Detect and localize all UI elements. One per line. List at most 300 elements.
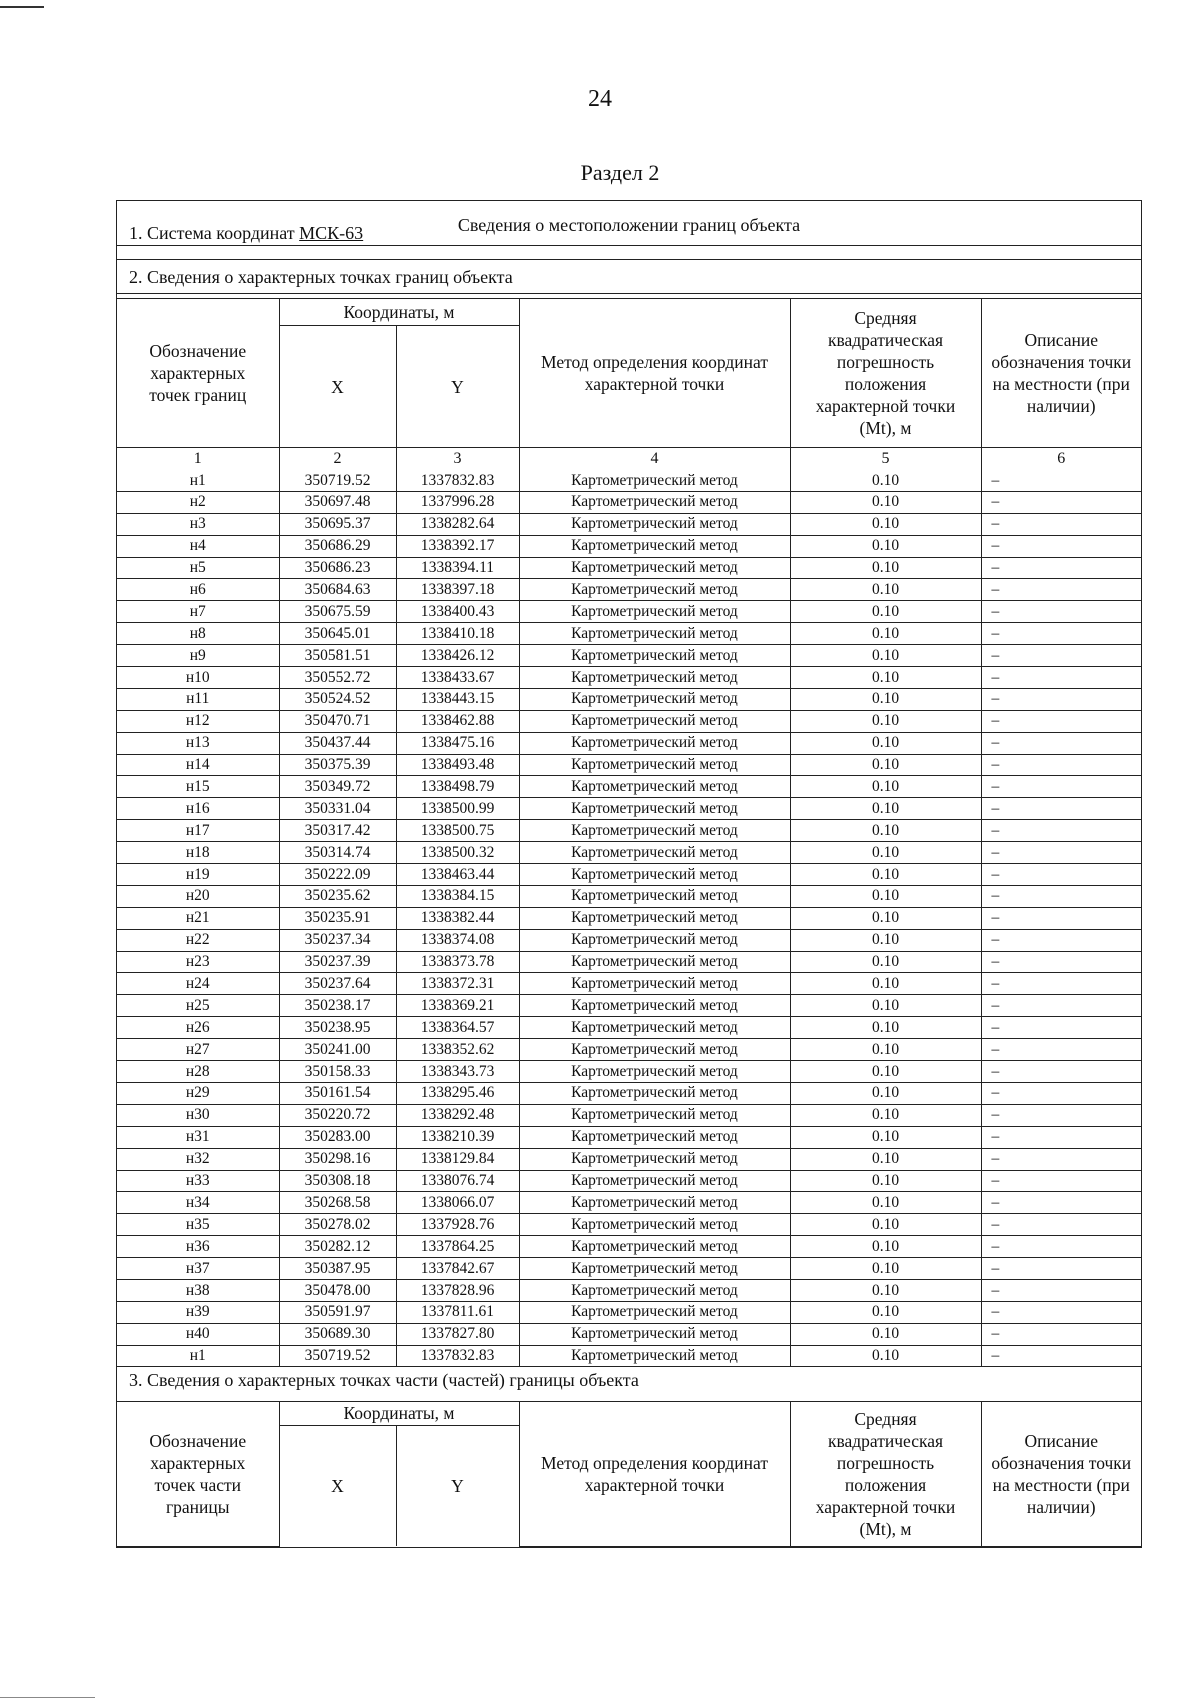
- point-description: –: [981, 667, 1141, 689]
- point-method: Картометрический метод: [519, 842, 790, 864]
- point-error: 0.10: [790, 798, 981, 820]
- scan-edge-mark: [0, 6, 44, 8]
- point-error: 0.10: [790, 732, 981, 754]
- table-row: [117, 1039, 1141, 1061]
- table-row: [117, 1192, 1141, 1214]
- point-y: 1338463.44: [396, 864, 519, 886]
- point-description: –: [981, 1148, 1141, 1170]
- point-description: –: [981, 513, 1141, 535]
- point-x: 350552.72: [279, 667, 396, 689]
- point-error: 0.10: [790, 885, 981, 907]
- point-x: 350686.29: [279, 535, 396, 557]
- point-method: Картометрический метод: [519, 667, 790, 689]
- table-row: [117, 1258, 1141, 1280]
- point-id: н37: [117, 1258, 279, 1280]
- point-x: 350268.58: [279, 1192, 396, 1214]
- point-x: 350238.95: [279, 1017, 396, 1039]
- point-x: 350719.52: [279, 1345, 396, 1366]
- part-col-y-header: Y: [396, 1425, 519, 1546]
- point-id: н27: [117, 1039, 279, 1061]
- point-method: Картометрический метод: [519, 601, 790, 623]
- point-description: –: [981, 1192, 1141, 1214]
- point-x: 350478.00: [279, 1279, 396, 1301]
- point-id: н31: [117, 1126, 279, 1148]
- col-number: 4: [519, 448, 790, 471]
- point-method: Картометрический метод: [519, 1214, 790, 1236]
- point-method: Картометрический метод: [519, 623, 790, 645]
- point-id: н14: [117, 754, 279, 776]
- point-id: н22: [117, 929, 279, 951]
- table-row: [117, 1170, 1141, 1192]
- point-description: –: [981, 491, 1141, 513]
- point-x: 350282.12: [279, 1236, 396, 1258]
- point-id: н26: [117, 1017, 279, 1039]
- point-y: 1338500.75: [396, 820, 519, 842]
- point-method: Картометрический метод: [519, 1258, 790, 1280]
- point-method: Картометрический метод: [519, 732, 790, 754]
- point-id: н24: [117, 973, 279, 995]
- point-x: 350237.34: [279, 929, 396, 951]
- point-method: Картометрический метод: [519, 1279, 790, 1301]
- point-id: н28: [117, 1061, 279, 1083]
- point-y: 1337928.76: [396, 1214, 519, 1236]
- table-row: [117, 907, 1141, 929]
- point-error: 0.10: [790, 973, 981, 995]
- point-error: 0.10: [790, 601, 981, 623]
- point-id: н34: [117, 1192, 279, 1214]
- point-method: Картометрический метод: [519, 1039, 790, 1061]
- col-coordinates-header: Координаты, м: [279, 299, 519, 326]
- point-x: 350317.42: [279, 820, 396, 842]
- point-description: –: [981, 776, 1141, 798]
- point-y: 1337832.83: [396, 1345, 519, 1366]
- point-y: 1338498.79: [396, 776, 519, 798]
- point-y: 1338433.67: [396, 667, 519, 689]
- point-y: 1338384.15: [396, 885, 519, 907]
- point-id: н23: [117, 951, 279, 973]
- point-method: Картометрический метод: [519, 951, 790, 973]
- point-description: –: [981, 973, 1141, 995]
- point-x: 350684.63: [279, 579, 396, 601]
- point-y: 1338500.99: [396, 798, 519, 820]
- table-row: [117, 1301, 1141, 1323]
- point-id: н9: [117, 645, 279, 667]
- table-row: [117, 513, 1141, 535]
- point-x: 350686.23: [279, 557, 396, 579]
- point-y: 1338426.12: [396, 645, 519, 667]
- point-description: –: [981, 1258, 1141, 1280]
- point-method: Картометрический метод: [519, 885, 790, 907]
- point-id: н16: [117, 798, 279, 820]
- point-description: –: [981, 1214, 1141, 1236]
- col-method-header: Метод определения координат характерной точки: [519, 299, 790, 448]
- point-x: 350235.62: [279, 885, 396, 907]
- part-col-error-header: Средняя квадратическая погрешность положения характерной точки (Mt), м: [790, 1402, 981, 1547]
- point-error: 0.10: [790, 1170, 981, 1192]
- point-y: 1337827.80: [396, 1323, 519, 1345]
- point-y: 1337828.96: [396, 1279, 519, 1301]
- table-row: [117, 1345, 1141, 1366]
- table-row: [117, 1082, 1141, 1104]
- point-x: 350283.00: [279, 1126, 396, 1148]
- point-description: –: [981, 1104, 1141, 1126]
- point-error: 0.10: [790, 1082, 981, 1104]
- point-x: 350161.54: [279, 1082, 396, 1104]
- point-description: –: [981, 710, 1141, 732]
- point-error: 0.10: [790, 1279, 981, 1301]
- point-error: 0.10: [790, 776, 981, 798]
- point-y: 1338493.48: [396, 754, 519, 776]
- point-x: 350591.97: [279, 1301, 396, 1323]
- point-id: н32: [117, 1148, 279, 1170]
- point-y: 1337811.61: [396, 1301, 519, 1323]
- point-method: Картометрический метод: [519, 1192, 790, 1214]
- point-x: 350238.17: [279, 995, 396, 1017]
- table-row: [117, 623, 1141, 645]
- point-x: 350222.09: [279, 864, 396, 886]
- point-error: 0.10: [790, 1126, 981, 1148]
- point-id: н7: [117, 601, 279, 623]
- point-error: 0.10: [790, 1017, 981, 1039]
- point-id: н5: [117, 557, 279, 579]
- point-y: 1338282.64: [396, 513, 519, 535]
- col-number: 3: [396, 448, 519, 471]
- point-error: 0.10: [790, 951, 981, 973]
- point-x: 350695.37: [279, 513, 396, 535]
- table-row: [117, 710, 1141, 732]
- point-description: –: [981, 1061, 1141, 1083]
- point-x: 350675.59: [279, 601, 396, 623]
- table-row: [117, 973, 1141, 995]
- point-error: 0.10: [790, 491, 981, 513]
- point-error: 0.10: [790, 820, 981, 842]
- point-error: 0.10: [790, 513, 981, 535]
- point-id: н29: [117, 1082, 279, 1104]
- part-points-heading-text: 3. Сведения о характерных точках части (частей) границы объекта: [129, 1369, 639, 1390]
- table-row: [117, 491, 1141, 513]
- point-description: –: [981, 820, 1141, 842]
- form-title-text: Сведения о местоположении границ объекта: [457, 215, 801, 235]
- table-row: [117, 995, 1141, 1017]
- point-method: Картометрический метод: [519, 1017, 790, 1039]
- table-row: [117, 470, 1141, 491]
- part-points-table: [117, 1402, 1141, 1547]
- table-row: [117, 667, 1141, 689]
- point-description: –: [981, 470, 1141, 491]
- point-id: н21: [117, 907, 279, 929]
- point-id: н10: [117, 667, 279, 689]
- table-row: [117, 842, 1141, 864]
- point-x: 350241.00: [279, 1039, 396, 1061]
- point-id: н13: [117, 732, 279, 754]
- point-y: 1338292.48: [396, 1104, 519, 1126]
- point-y: 1338443.15: [396, 688, 519, 710]
- point-error: 0.10: [790, 1214, 981, 1236]
- section-title: Раздел 2: [580, 160, 660, 185]
- point-x: 350158.33: [279, 1061, 396, 1083]
- point-error: 0.10: [790, 470, 981, 491]
- point-method: Картометрический метод: [519, 907, 790, 929]
- table-row: [117, 601, 1141, 623]
- point-x: 350387.95: [279, 1258, 396, 1280]
- point-method: Картометрический метод: [519, 1126, 790, 1148]
- point-id: н30: [117, 1104, 279, 1126]
- table-row: [117, 579, 1141, 601]
- point-y: 1337842.67: [396, 1258, 519, 1280]
- point-method: Картометрический метод: [519, 1301, 790, 1323]
- table-row: [117, 885, 1141, 907]
- point-id: н1: [117, 1345, 279, 1366]
- point-x: 350237.64: [279, 973, 396, 995]
- point-description: –: [981, 864, 1141, 886]
- point-id: н12: [117, 710, 279, 732]
- table-row: [117, 732, 1141, 754]
- point-method: Картометрический метод: [519, 1170, 790, 1192]
- point-y: 1338343.73: [396, 1061, 519, 1083]
- point-description: –: [981, 1039, 1141, 1061]
- part-col-designation-header: Обозначение характерных точек части границы: [117, 1402, 279, 1547]
- table-row: [117, 1148, 1141, 1170]
- table-row: [117, 951, 1141, 973]
- point-x: 350689.30: [279, 1323, 396, 1345]
- point-error: 0.10: [790, 1192, 981, 1214]
- table-row: [117, 754, 1141, 776]
- table-row: [117, 535, 1141, 557]
- col-number: 1: [117, 448, 279, 471]
- table-row: [117, 798, 1141, 820]
- point-x: 350581.51: [279, 645, 396, 667]
- point-method: Картометрический метод: [519, 995, 790, 1017]
- point-x: 350470.71: [279, 710, 396, 732]
- point-y: 1338364.57: [396, 1017, 519, 1039]
- point-description: –: [981, 798, 1141, 820]
- point-x: 350437.44: [279, 732, 396, 754]
- point-id: н33: [117, 1170, 279, 1192]
- point-y: 1338066.07: [396, 1192, 519, 1214]
- point-error: 0.10: [790, 623, 981, 645]
- point-error: 0.10: [790, 995, 981, 1017]
- point-id: н35: [117, 1214, 279, 1236]
- coord-system-label: 1. Система координат: [129, 223, 300, 243]
- coord-system-value: МСК-63: [299, 223, 364, 243]
- point-error: 0.10: [790, 842, 981, 864]
- point-description: –: [981, 1345, 1141, 1366]
- point-x: 350645.01: [279, 623, 396, 645]
- table-row: [117, 1017, 1141, 1039]
- col-y-header: Y: [396, 326, 519, 448]
- point-error: 0.10: [790, 1301, 981, 1323]
- point-id: н4: [117, 535, 279, 557]
- point-description: –: [981, 557, 1141, 579]
- part-points-heading: [117, 1366, 1141, 1402]
- point-y: 1338210.39: [396, 1126, 519, 1148]
- col-x-header: X: [279, 326, 396, 448]
- point-x: 350349.72: [279, 776, 396, 798]
- point-x: 350278.02: [279, 1214, 396, 1236]
- point-error: 0.10: [790, 1104, 981, 1126]
- point-description: –: [981, 951, 1141, 973]
- col-designation-header: Обозначение характерных точек границ: [117, 299, 279, 448]
- table-row: [117, 1104, 1141, 1126]
- point-y: 1338475.16: [396, 732, 519, 754]
- table-row: [117, 1279, 1141, 1301]
- part-col-description-header: Описание обозначения точки на местности (при наличии): [981, 1402, 1141, 1547]
- point-y: 1338374.08: [396, 929, 519, 951]
- point-description: –: [981, 623, 1141, 645]
- point-method: Картометрический метод: [519, 1082, 790, 1104]
- scan-edge-mark: [0, 1697, 95, 1698]
- table-row: [117, 1126, 1141, 1148]
- table-row: [117, 645, 1141, 667]
- point-y: 1338394.11: [396, 557, 519, 579]
- point-description: –: [981, 1082, 1141, 1104]
- point-description: –: [981, 645, 1141, 667]
- point-y: 1338410.18: [396, 623, 519, 645]
- point-error: 0.10: [790, 710, 981, 732]
- point-y: 1338369.21: [396, 995, 519, 1017]
- point-error: 0.10: [790, 557, 981, 579]
- points-heading: [117, 260, 1141, 294]
- point-method: Картометрический метод: [519, 513, 790, 535]
- point-method: Картометрический метод: [519, 1061, 790, 1083]
- point-description: –: [981, 754, 1141, 776]
- point-id: н2: [117, 491, 279, 513]
- point-method: Картометрический метод: [519, 491, 790, 513]
- point-method: Картометрический метод: [519, 1345, 790, 1366]
- point-error: 0.10: [790, 1323, 981, 1345]
- point-y: 1338400.43: [396, 601, 519, 623]
- table-row: [117, 688, 1141, 710]
- object-boundary-form: [116, 200, 1142, 1548]
- point-method: Картометрический метод: [519, 1323, 790, 1345]
- point-y: 1338392.17: [396, 535, 519, 557]
- point-id: н8: [117, 623, 279, 645]
- point-y: 1338129.84: [396, 1148, 519, 1170]
- boundary-points-table: [117, 299, 1141, 1367]
- point-method: Картометрический метод: [519, 864, 790, 886]
- point-x: 350719.52: [279, 470, 396, 491]
- col-number: 5: [790, 448, 981, 471]
- table-row: [117, 776, 1141, 798]
- point-description: –: [981, 885, 1141, 907]
- point-id: н25: [117, 995, 279, 1017]
- part-col-method-header: Метод определения координат характерной точки: [519, 1402, 790, 1547]
- point-x: 350524.52: [279, 688, 396, 710]
- point-y: 1337996.28: [396, 491, 519, 513]
- col-description-header: Описание обозначения точки на местности (при наличии): [981, 299, 1141, 448]
- col-number: 2: [279, 448, 396, 471]
- point-description: –: [981, 1126, 1141, 1148]
- point-description: –: [981, 732, 1141, 754]
- point-method: Картометрический метод: [519, 1236, 790, 1258]
- point-y: 1338076.74: [396, 1170, 519, 1192]
- point-error: 0.10: [790, 688, 981, 710]
- point-id: н11: [117, 688, 279, 710]
- point-method: Картометрический метод: [519, 1104, 790, 1126]
- point-y: 1337832.83: [396, 470, 519, 491]
- point-description: –: [981, 907, 1141, 929]
- point-description: –: [981, 1323, 1141, 1345]
- point-description: –: [981, 1236, 1141, 1258]
- point-y: 1338372.31: [396, 973, 519, 995]
- point-id: н38: [117, 1279, 279, 1301]
- point-method: Картометрический метод: [519, 645, 790, 667]
- point-x: 350375.39: [279, 754, 396, 776]
- point-method: Картометрический метод: [519, 470, 790, 491]
- point-method: Картометрический метод: [519, 776, 790, 798]
- point-error: 0.10: [790, 667, 981, 689]
- point-description: –: [981, 1017, 1141, 1039]
- point-id: н40: [117, 1323, 279, 1345]
- point-id: н20: [117, 885, 279, 907]
- point-id: н1: [117, 470, 279, 491]
- point-id: н15: [117, 776, 279, 798]
- point-error: 0.10: [790, 1236, 981, 1258]
- point-id: н18: [117, 842, 279, 864]
- point-y: 1338462.88: [396, 710, 519, 732]
- point-description: –: [981, 1170, 1141, 1192]
- point-id: н6: [117, 579, 279, 601]
- point-error: 0.10: [790, 907, 981, 929]
- point-y: 1338295.46: [396, 1082, 519, 1104]
- point-method: Картометрический метод: [519, 535, 790, 557]
- point-method: Картометрический метод: [519, 820, 790, 842]
- point-y: 1337864.25: [396, 1236, 519, 1258]
- point-x: 350220.72: [279, 1104, 396, 1126]
- point-description: –: [981, 842, 1141, 864]
- point-method: Картометрический метод: [519, 1148, 790, 1170]
- point-y: 1338382.44: [396, 907, 519, 929]
- table-row: [117, 864, 1141, 886]
- point-method: Картометрический метод: [519, 557, 790, 579]
- point-id: н3: [117, 513, 279, 535]
- point-error: 0.10: [790, 754, 981, 776]
- point-id: н39: [117, 1301, 279, 1323]
- page-number: 24: [588, 86, 612, 112]
- table-row: [117, 1323, 1141, 1345]
- point-method: Картометрический метод: [519, 710, 790, 732]
- point-error: 0.10: [790, 1061, 981, 1083]
- point-method: Картометрический метод: [519, 754, 790, 776]
- point-x: 350331.04: [279, 798, 396, 820]
- point-description: –: [981, 929, 1141, 951]
- point-error: 0.10: [790, 1148, 981, 1170]
- point-error: 0.10: [790, 645, 981, 667]
- point-method: Картометрический метод: [519, 688, 790, 710]
- point-error: 0.10: [790, 1039, 981, 1061]
- spacer-row: [117, 246, 1141, 260]
- point-y: 1338373.78: [396, 951, 519, 973]
- col-number: 6: [981, 448, 1141, 471]
- table-row: [117, 557, 1141, 579]
- point-method: Картометрический метод: [519, 579, 790, 601]
- point-description: –: [981, 601, 1141, 623]
- point-x: 350235.91: [279, 907, 396, 929]
- point-description: –: [981, 995, 1141, 1017]
- table-row: [117, 1061, 1141, 1083]
- point-method: Картометрический метод: [519, 929, 790, 951]
- table-row: [117, 929, 1141, 951]
- table-row: [117, 1236, 1141, 1258]
- point-y: 1338397.18: [396, 579, 519, 601]
- point-description: –: [981, 535, 1141, 557]
- point-error: 0.10: [790, 535, 981, 557]
- point-error: 0.10: [790, 579, 981, 601]
- points-heading-text: 2. Сведения о характерных точках границ объекта: [129, 267, 513, 287]
- table-row: [117, 1214, 1141, 1236]
- table-row: [117, 820, 1141, 842]
- point-method: Картометрический метод: [519, 973, 790, 995]
